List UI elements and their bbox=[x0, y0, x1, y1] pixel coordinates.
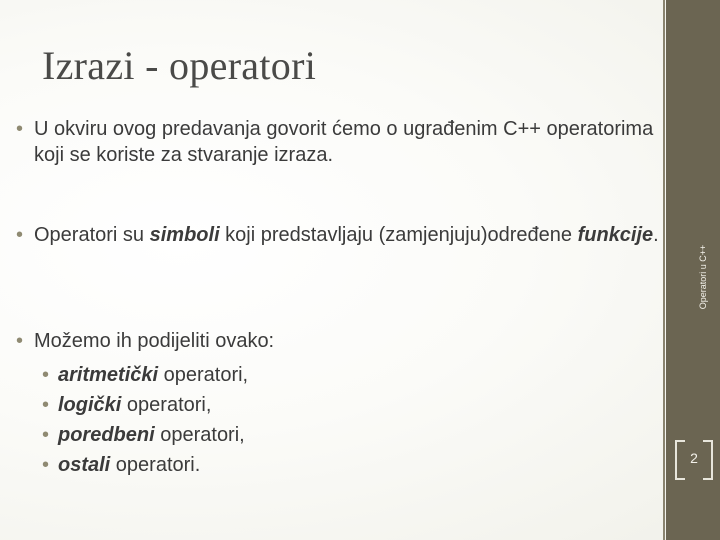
bullet-dot-icon: • bbox=[16, 224, 24, 246]
bullet-definition-text-1: Operatori su bbox=[34, 224, 150, 246]
list-item-emphasis: logički bbox=[58, 394, 122, 416]
list-item bbox=[16, 450, 656, 480]
bullet-categories bbox=[16, 328, 656, 480]
bullet-dot-icon: • bbox=[16, 118, 24, 140]
bullet-dot-icon: • bbox=[42, 394, 50, 416]
bullet-intro-text: U okviru ovog predavanja govorit ćemo o ugrađenim C++ operatorima koji se koriste za stvaranje izraza. bbox=[34, 118, 654, 166]
bullet-dot-icon: • bbox=[42, 454, 50, 476]
list-item-emphasis: aritmetički bbox=[58, 364, 159, 386]
bullet-dot-icon: • bbox=[42, 364, 50, 386]
sidebar-label: Operatori u C++ bbox=[698, 244, 708, 310]
list-item-text: operatori, bbox=[158, 364, 249, 386]
list-item-emphasis: ostali bbox=[58, 454, 111, 476]
page-number-box bbox=[675, 440, 713, 480]
sidebar-divider bbox=[663, 0, 665, 540]
category-list bbox=[16, 360, 656, 480]
bullet-definition-emphasis-2: funkcije bbox=[577, 224, 654, 246]
bullet-dot-icon: • bbox=[42, 424, 50, 446]
list-item bbox=[16, 420, 656, 450]
bullet-intro bbox=[16, 116, 674, 168]
bullet-categories-heading bbox=[16, 328, 656, 354]
list-item bbox=[16, 360, 656, 390]
list-item-text: operatori, bbox=[121, 394, 212, 416]
list-item bbox=[16, 390, 656, 420]
bullet-definition-text-2: koji predstavljaju (zamjenjuju)određene bbox=[219, 224, 578, 246]
bullet-definition-emphasis-1: simboli bbox=[149, 224, 220, 246]
bullet-categories-text: Možemo ih podijeliti ovako: bbox=[34, 330, 275, 352]
bullet-definition bbox=[16, 222, 674, 248]
bullet-dot-icon: • bbox=[16, 330, 24, 352]
list-item-text: operatori, bbox=[154, 424, 245, 446]
list-item-text: operatori. bbox=[110, 454, 201, 476]
page-number: 2 bbox=[690, 450, 698, 466]
slide-title: Izrazi - operatori bbox=[42, 43, 317, 88]
list-item-emphasis: poredbeni bbox=[58, 424, 155, 446]
bullet-definition-text-3: . bbox=[653, 224, 659, 246]
